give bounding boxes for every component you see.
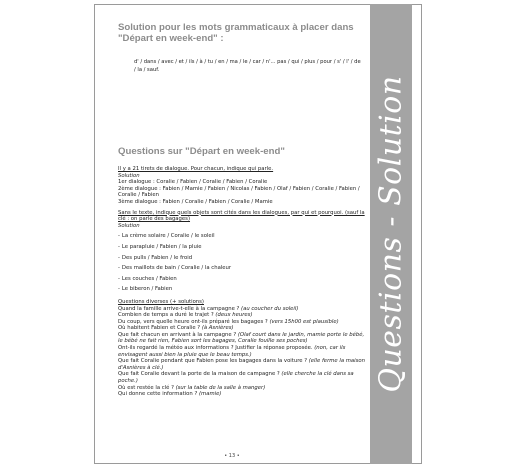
question-2: Sans le texte, indique quels objets sont cités dans les dialogues, par qui et pourquoi. (sauf la clé : on parle des bagages) [118, 209, 365, 223]
qa-line: Qui donne cette information ? (mamie) [118, 391, 222, 398]
object-item: - Le biberon / Fabien [118, 286, 173, 293]
questions-block [118, 166, 368, 398]
object-item: - Le parapluie / Fabien / la pluie [118, 243, 202, 250]
solution-label-2: Solution [118, 222, 140, 229]
object-item: - Des pulls / Fabien / le froid [118, 254, 193, 261]
grammar-words: d' / dans / avec / et / ils / à / tu / en / ma / le / car / n'... pas / qui / plus / pour / s' / l' / de / la / sauf. [134, 59, 361, 73]
object-item: - La crème solaire / Coralie / le soleil [118, 233, 215, 240]
qa-line: Combien de temps a duré le trajet ? (deux heures) [118, 312, 253, 319]
qa-line: Quand la famille arrive-t-elle à la campagne ? (au coucher du soleil) [118, 305, 299, 312]
dialogue-line: 3ème dialogue : Fabien / Coralie / Fabien / Coralie / Mamie [118, 198, 273, 205]
qa-line: Où est restée la clé ? (sur la table de la salle à manger) [118, 384, 266, 391]
dialogue-line: 2ème dialogue : Fabien / Mamie / Fabien / Nicolas / Fabien / Olaf / Fabien / Coralie / Fabien / Coralie / Fabien [118, 185, 360, 199]
object-item: - Les couches / Fabien [118, 275, 177, 282]
sidebar-band [370, 4, 412, 464]
solution-label-1: Solution [118, 172, 140, 179]
section2-title: Questions sur "Départ en week-end" [118, 146, 285, 157]
qa-line: Où habitent Fabien et Coralie ? (à Asnières) [118, 325, 234, 332]
qa-line: Ont-ils regardé la météo aux informations ? Justifier la réponse proposée. (non, car ils envisagent aussi bien la pluie que le beau temps.) [118, 345, 346, 358]
section1-title: Solution pour les mots grammaticaux à placer dans "Départ en week-end" : [118, 22, 354, 44]
sidebar-title: Questions - Solution [373, 75, 409, 393]
qa-line: Du coup, vers quelle heure ont-ils préparé les bagages ? (vers 15h00 est plausible) [118, 318, 339, 325]
qa-line: Que fait Coralie devant la porte de la maison de campagne ? (elle cherche la clé dans sa poche.) [118, 371, 354, 385]
qa-line: Que fait Coralie pendant que Fabien pose les bagages dans la voiture ? (elle ferme la maison d'Asnières à clé.) [118, 358, 365, 371]
page-number: • 13 • [224, 453, 240, 459]
qa-line: Que fait chacun en arrivant à la campagne ? (Olaf court dans le jardin, mamie porte le bébé, le bébé ne fait rien, Fabien sort les bagages, Coralie fouille ses poches) [118, 331, 365, 345]
question-1: Il y a 21 tirets de dialogue. Pour chacun, indique qui parle. [118, 166, 274, 172]
object-item: - Des maillots de bain / Coralie / la chaleur [118, 265, 232, 272]
question-3: Questions diverses (+ solutions) [118, 298, 204, 305]
page-content [94, 4, 370, 464]
dialogue-line: 1er dialogue : Coralie / Fabien / Coralie / Fabien / Coralie [118, 179, 268, 186]
